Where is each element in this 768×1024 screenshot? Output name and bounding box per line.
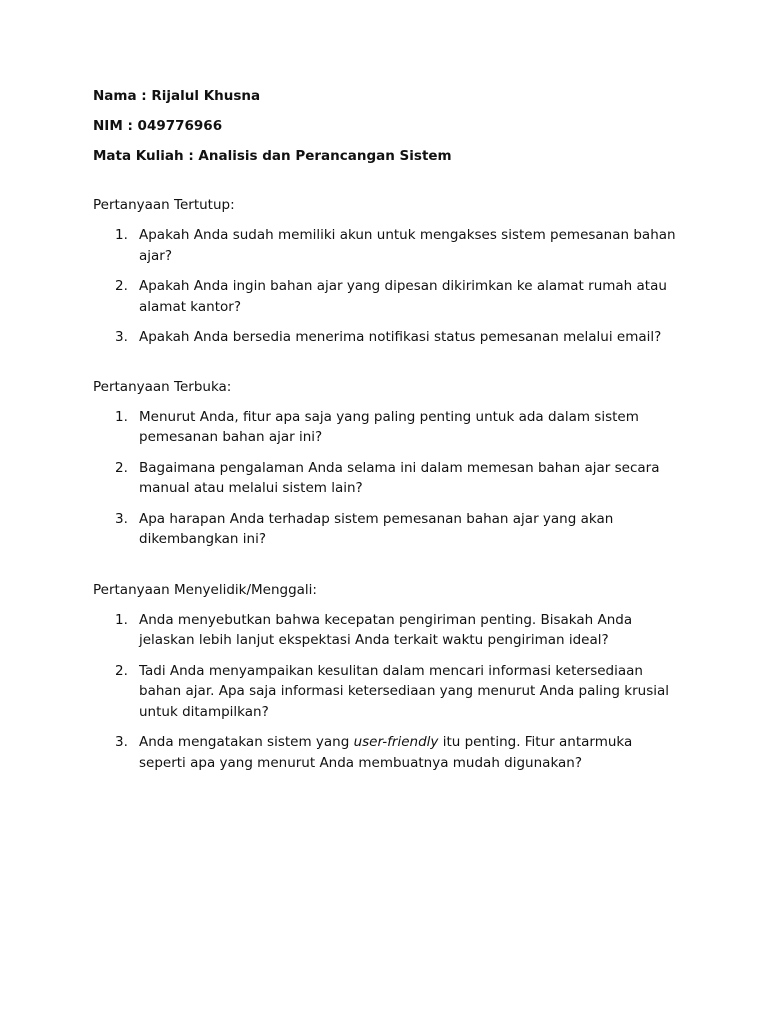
closed-questions-section — [93, 195, 678, 348]
item-text: Anda menyebutkan bahwa kecepatan pengiriman penting. Bisakah Anda jelaskan lebih lanjut ekspektasi Anda terkait waktu pengiriman ideal? — [139, 611, 633, 648]
item-text: Bagaimana pengalaman Anda selama ini dalam memesan bahan ajar secara manual atau melalui sistem lain? — [139, 459, 660, 496]
list-item — [93, 225, 678, 266]
item-text: Apakah Anda bersedia menerima notifikasi status pemesanan melalui email? — [139, 329, 662, 345]
item-number: 3. — [115, 329, 128, 345]
section-title-probe: Pertanyaan Menyelidik/Menggali: — [93, 581, 317, 598]
student-nim: NIM : 049776966 — [93, 118, 223, 134]
probing-questions-section — [93, 580, 678, 774]
item-text: Apakah Anda sudah memiliki akun untuk mengakses sistem pemesanan bahan ajar? — [139, 227, 676, 264]
item-text-after: itu penting. Fitur antarmuka seperti apa yang menurut Anda membuatnya mudah digunakan? — [139, 734, 633, 771]
item-text: Apa harapan Anda terhadap sistem pemesanan bahan ajar yang akan dikembangkan ini? — [139, 510, 614, 547]
item-text — [139, 734, 632, 771]
list-item — [93, 661, 678, 723]
item-number: 1. — [115, 611, 128, 628]
closed-questions-list — [93, 225, 678, 348]
list-item — [93, 458, 678, 499]
item-number: 2. — [115, 278, 128, 294]
list-item — [93, 732, 678, 773]
item-number: 1. — [115, 408, 128, 425]
item-text: Menurut Anda, fitur apa saja yang paling penting untuk ada dalam sistem pemesanan bahan ajar ini? — [139, 408, 639, 445]
item-number: 2. — [115, 459, 128, 476]
section-title-closed: Pertanyaan Tertutup: — [93, 197, 235, 213]
list-item — [93, 509, 678, 550]
open-questions-section — [93, 377, 678, 550]
item-number: 1. — [115, 227, 128, 243]
probing-questions-list — [93, 610, 678, 774]
item-number: 2. — [115, 662, 128, 679]
section-title-open: Pertanyaan Terbuka: — [93, 378, 232, 395]
item-text-italic: user-friendly — [353, 734, 439, 750]
list-item — [93, 407, 678, 448]
course-name: Mata Kuliah : Analisis dan Perancangan Sistem — [93, 148, 452, 164]
student-name: Nama : Rijalul Khusna — [93, 88, 261, 104]
item-number: 3. — [115, 510, 128, 527]
list-item — [93, 276, 678, 317]
item-number: 3. — [115, 734, 128, 750]
list-item — [93, 327, 678, 348]
list-item — [93, 610, 678, 651]
item-text-before: Anda mengatakan sistem yang — [139, 734, 354, 750]
open-questions-list — [93, 407, 678, 550]
item-text: Apakah Anda ingin bahan ajar yang dipesan dikirimkan ke alamat rumah atau alamat kantor? — [139, 278, 667, 315]
item-text: Tadi Anda menyampaikan kesulitan dalam mencari informasi ketersediaan bahan ajar. Apa saja informasi ketersediaan yang menurut Anda paling krusial untuk ditampilkan? — [139, 662, 670, 720]
